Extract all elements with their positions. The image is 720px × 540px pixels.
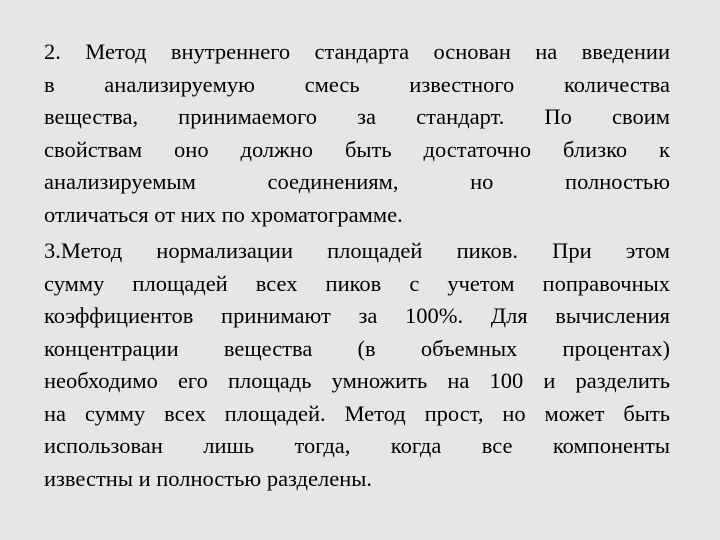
- text-line: известны и полностью разделены.: [44, 465, 372, 491]
- text-line: коэффициентов принимают за 100%. Для вычисления: [44, 303, 670, 328]
- paragraph-internal-standard-method: [44, 36, 670, 231]
- text-line: свойствам оно должно быть достаточно близко к: [44, 136, 670, 162]
- text-line: сумму площадей всех пиков с учетом поправочных: [44, 270, 670, 296]
- text-line: на сумму всех площадей. Метод прост, но может быть: [44, 400, 670, 426]
- text-line: концентрации вещества (в объемных процентах): [44, 335, 670, 361]
- text-line: необходимо его площадь умножить на 100 и разделить: [44, 368, 670, 393]
- text-line: 2. Метод внутреннего стандарта основан на введении: [44, 39, 670, 64]
- text-line: использован лишь тогда, когда все компоненты: [44, 433, 670, 458]
- text-line: в анализируемую смесь известного количества: [44, 71, 670, 97]
- text-line: вещества, принимаемого за стандарт. По своим: [44, 104, 670, 129]
- text-line: отличаться от них по хроматограмме.: [44, 201, 403, 227]
- paragraph-peak-area-normalization-method: [44, 235, 670, 495]
- text-line: 3.Метод нормализации площадей пиков. При этом: [44, 238, 670, 263]
- slide-text-body: [44, 36, 670, 495]
- text-line: анализируемым соединениям, но полностью: [44, 169, 670, 194]
